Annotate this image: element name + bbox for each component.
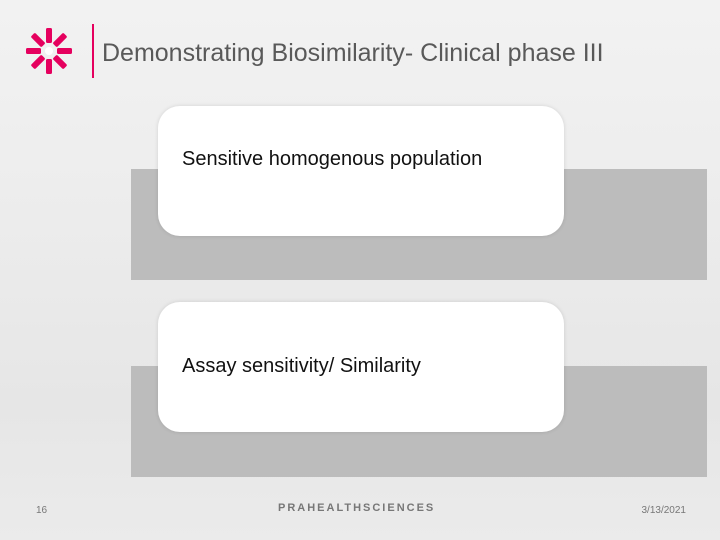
slide-date: 3/13/2021: [641, 505, 686, 516]
statement-card-1: [158, 106, 564, 236]
page-number: 16: [36, 505, 48, 516]
brand-wordmark: PRAHEALTHSCIENCES: [278, 502, 436, 514]
statement-card-2-text: Assay sensitivity/ Similarity: [182, 355, 421, 377]
statement-card-2: [158, 302, 564, 432]
slide-title: Demonstrating Biosimilarity- Clinical phase III: [102, 39, 604, 67]
pra-logo-icon: [24, 26, 74, 76]
title-divider: [92, 24, 94, 78]
statement-card-1-text: Sensitive homogenous population: [182, 148, 483, 170]
